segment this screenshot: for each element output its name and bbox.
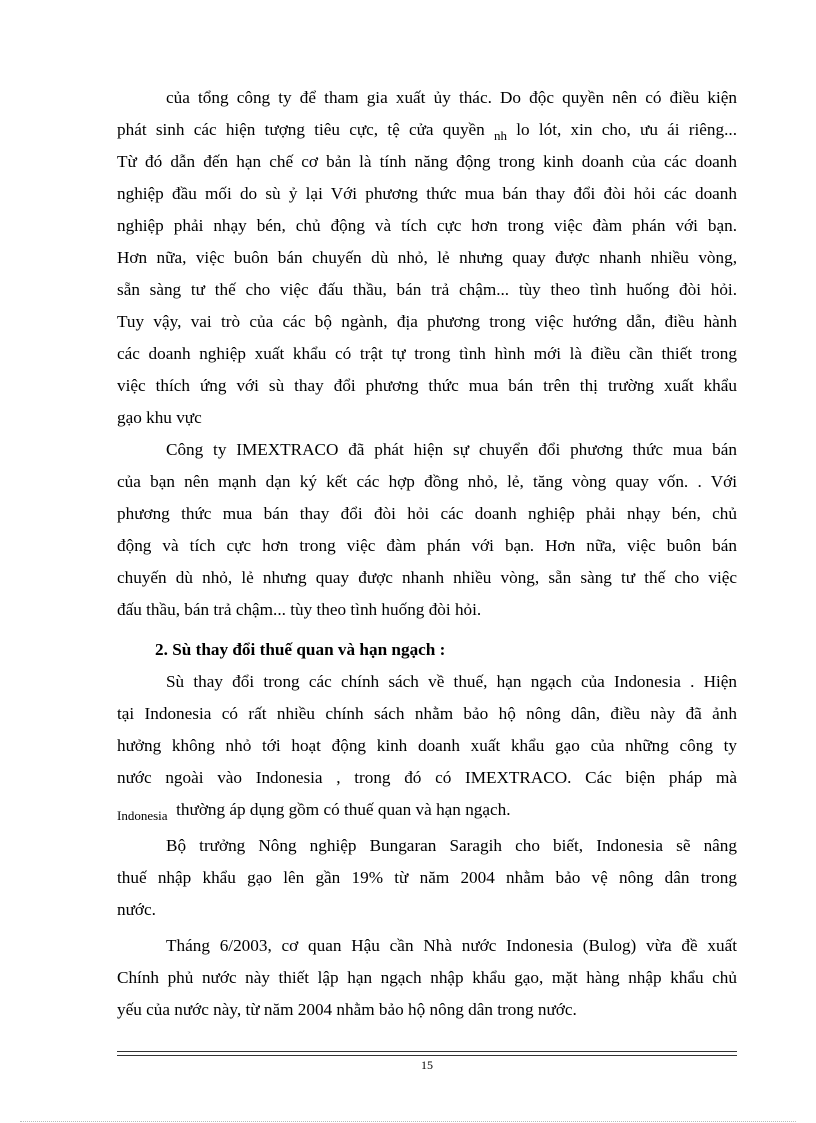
text-line: Tháng 6/2003, cơ quan Hậu cần Nhà nước Indonesia (Bulog) vừa đề xuất bbox=[166, 936, 737, 955]
text-line: các doanh nghiệp xuất khẩu có trật tự trong tình hình mới là điều cần thiết trong bbox=[117, 344, 737, 363]
text-line bbox=[117, 794, 737, 826]
text-line: hưởng không nhỏ tới hoạt động kinh doanh xuất khẩu gạo của những công ty bbox=[117, 736, 737, 755]
text-fragment: lo lót, xin cho, ưu ái riêng... bbox=[516, 120, 738, 139]
text-line: Bộ trưởng Nông nghiệp Bungaran Saragih cho biết, Indonesia sẽ nâng bbox=[166, 836, 737, 855]
section-2 bbox=[117, 634, 737, 1026]
paragraph-1 bbox=[117, 82, 737, 626]
text-line: thuế nhập khẩu gạo lên gần 19% từ năm 2004 nhằm bảo vệ nông dân trong bbox=[117, 868, 737, 887]
subscript-fragment: Indonesia bbox=[117, 808, 168, 823]
text-line: gạo khu vực bbox=[117, 408, 202, 427]
text-line: của tổng công ty để tham gia xuất ủy thác. Do độc quyền nên có điều kiện bbox=[166, 88, 737, 107]
text-line: sẵn sàng tư thế cho việc đấu thầu, bán trả chậm... tùy theo tình huống đòi hỏi. bbox=[117, 280, 737, 299]
text-line: nghiệp đầu mối do sù ỷ lại Với phương thức mua bán thay đổi đòi hỏi các doanh bbox=[117, 184, 737, 203]
text-line: đấu thầu, bán trả chậm... tùy theo tình huống đòi hỏi. bbox=[117, 600, 482, 619]
text-line: nghiệp phải nhạy bén, chủ động và tích cực hơn trong việc đàm phán với bạn. bbox=[117, 216, 737, 235]
text-line: động và tích cực hơn trong việc đàm phán với bạn. Hơn nữa, việc buôn bán bbox=[117, 536, 737, 555]
text-fragment: phát sinh các hiện tượng tiêu cực, tệ cửa quyền bbox=[117, 120, 485, 139]
page-bottom-border bbox=[20, 1121, 796, 1122]
text-line: Từ đó dẫn đến hạn chế cơ bản là tính năng động trong kinh doanh của các doanh bbox=[117, 152, 737, 171]
subscript-fragment: nh bbox=[494, 128, 507, 143]
text-line: chuyến dù nhỏ, lẻ nhưng quay được nhanh nhiều vòng, sẵn sàng tư thế cho việc bbox=[117, 568, 737, 587]
text-line: Công ty IMEXTRACO đã phát hiện sự chuyển đổi phương thức mua bán bbox=[166, 440, 737, 459]
text-line: tại Indonesia có rất nhiều chính sách nhằm bảo hộ nông dân, điều này đã ảnh bbox=[117, 704, 737, 723]
section-heading: 2. Sù thay đổi thuế quan và hạn ngạch : bbox=[155, 640, 446, 659]
text-line: phương thức mua bán thay đổi đòi hỏi các doanh nghiệp phải nhạy bén, chủ bbox=[117, 504, 737, 523]
text-line: của bạn nên mạnh dạn ký kết các hợp đồng nhỏ, lẻ, tăng vòng quay vốn. . Với bbox=[117, 472, 737, 491]
text-line: yếu của nước này, từ năm 2004 nhằm bảo hộ nông dân trong nước. bbox=[117, 1000, 577, 1019]
text-line: nước ngoài vào Indonesia , trong đó có IMEXTRACO. Các biện pháp mà bbox=[117, 768, 737, 787]
text-fragment: thường áp dụng gồm có thuế quan và hạn ngạch. bbox=[176, 800, 511, 819]
text-line: Hơn nữa, việc buôn bán chuyến dù nhỏ, lẻ nhưng quay được nhanh nhiều vòng, bbox=[117, 248, 737, 267]
text-line: Chính phủ nước này thiết lập hạn ngạch nhập khẩu gạo, mặt hàng nhập khẩu chủ bbox=[117, 968, 737, 987]
text-line: việc thích ứng với sù thay đổi phương thức mua bán trên thị trường xuất khẩu bbox=[117, 376, 737, 395]
page-number: 15 bbox=[421, 1058, 433, 1072]
footer-rule bbox=[117, 1055, 737, 1056]
text-line: Tuy vậy, vai trò của các bộ ngành, địa phương trong việc hướng dẫn, điều hành bbox=[117, 312, 737, 331]
text-line: nước. bbox=[117, 900, 156, 919]
text-line: Sù thay đổi trong các chính sách về thuế, hạn ngạch của Indonesia . Hiện bbox=[166, 672, 737, 691]
footer-rule bbox=[117, 1051, 737, 1052]
text-line bbox=[117, 114, 737, 146]
